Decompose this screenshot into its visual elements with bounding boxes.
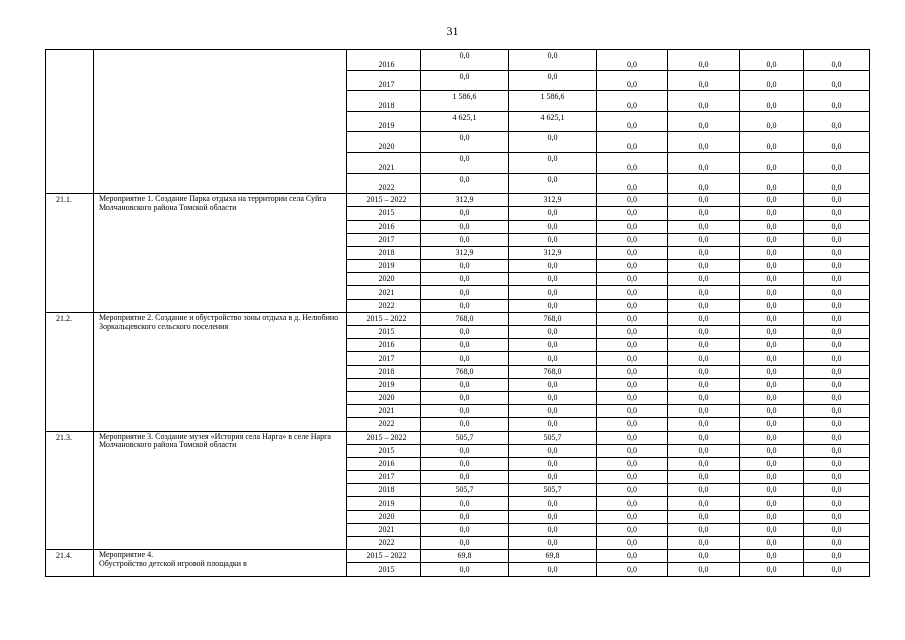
year-cell: 2016 [347,457,421,470]
value-cell: 0,0 [668,510,740,523]
value-cell: 0,0 [668,207,740,220]
value-cell: 0,0 [740,70,804,91]
total-cell: 0,0 [421,444,509,457]
value-cell: 0,0 [740,111,804,132]
total-cell: 0,0 [421,471,509,484]
value-cell: 0,0 [668,418,740,431]
value-cell: 0,0 [668,484,740,497]
value-cell: 0,0 [597,132,668,153]
value-cell: 0,0 [597,339,668,352]
source-cell: 0,0 [509,523,597,536]
value-cell: 0,0 [804,471,870,484]
value-cell: 0,0 [597,457,668,470]
value-cell: 0,0 [804,444,870,457]
value-cell: 0,0 [668,194,740,207]
value-cell: 0,0 [804,339,870,352]
total-cell: 4 625,1 [421,111,509,132]
total-cell: 0,0 [421,50,509,71]
value-cell: 0,0 [740,550,804,563]
value-cell: 0,0 [804,220,870,233]
value-cell: 0,0 [740,418,804,431]
value-cell: 0,0 [740,260,804,273]
source-cell: 0,0 [509,339,597,352]
value-cell: 0,0 [597,378,668,391]
total-cell: 0,0 [421,378,509,391]
total-cell: 0,0 [421,70,509,91]
value-cell: 0,0 [668,444,740,457]
value-cell: 0,0 [740,173,804,194]
value-cell: 0,0 [804,391,870,404]
source-cell: 312,9 [509,194,597,207]
value-cell: 0,0 [804,405,870,418]
year-cell: 2015 – 2022 [347,550,421,563]
total-cell: 0,0 [421,286,509,299]
total-cell: 0,0 [421,273,509,286]
total-cell: 768,0 [421,365,509,378]
source-cell: 0,0 [509,537,597,550]
measure-name: Мероприятие 2. Создание и обустройство зоны отдыха в д. Нелюбино Зоркальцевского сельского поселения [94,312,347,431]
source-cell: 69,8 [509,550,597,563]
source-cell: 0,0 [509,152,597,173]
value-cell: 0,0 [668,537,740,550]
year-cell: 2017 [347,70,421,91]
value-cell: 0,0 [804,152,870,173]
measure-number: 21.3. [46,431,94,550]
value-cell: 0,0 [740,444,804,457]
value-cell: 0,0 [668,91,740,112]
value-cell: 0,0 [668,457,740,470]
value-cell: 0,0 [597,286,668,299]
value-cell: 0,0 [804,352,870,365]
total-cell: 0,0 [421,418,509,431]
year-cell: 2019 [347,497,421,510]
source-cell: 0,0 [509,220,597,233]
total-cell: 0,0 [421,233,509,246]
value-cell: 0,0 [597,111,668,132]
value-cell: 0,0 [668,111,740,132]
measure-name: Мероприятие 4. Обустройство детской игровой площадки в [94,550,347,576]
value-cell: 0,0 [668,365,740,378]
year-cell: 2021 [347,523,421,536]
value-cell: 0,0 [668,173,740,194]
source-cell: 0,0 [509,378,597,391]
value-cell: 0,0 [597,207,668,220]
table-row [46,50,870,71]
value-cell: 0,0 [597,497,668,510]
value-cell: 0,0 [804,484,870,497]
value-cell: 0,0 [668,260,740,273]
year-cell: 2017 [347,352,421,365]
source-cell: 0,0 [509,286,597,299]
year-cell: 2015 – 2022 [347,194,421,207]
value-cell: 0,0 [804,497,870,510]
value-cell: 0,0 [740,246,804,259]
value-cell: 0,0 [597,246,668,259]
value-cell: 0,0 [597,326,668,339]
value-cell: 0,0 [668,563,740,576]
value-cell: 0,0 [740,391,804,404]
source-cell: 0,0 [509,233,597,246]
total-cell: 1 586,6 [421,91,509,112]
year-cell: 2016 [347,220,421,233]
year-cell: 2015 [347,207,421,220]
value-cell: 0,0 [740,194,804,207]
value-cell: 0,0 [804,563,870,576]
year-cell: 2015 – 2022 [347,431,421,444]
source-cell: 1 586,6 [509,91,597,112]
value-cell: 0,0 [740,471,804,484]
value-cell: 0,0 [804,260,870,273]
value-cell: 0,0 [740,91,804,112]
value-cell: 0,0 [740,365,804,378]
value-cell: 0,0 [668,286,740,299]
value-cell: 0,0 [804,233,870,246]
value-cell: 0,0 [740,405,804,418]
source-cell: 0,0 [509,352,597,365]
year-cell: 2022 [347,173,421,194]
year-cell: 2018 [347,365,421,378]
value-cell: 0,0 [668,273,740,286]
source-cell: 0,0 [509,326,597,339]
value-cell: 0,0 [597,471,668,484]
total-cell: 312,9 [421,246,509,259]
source-cell: 0,0 [509,497,597,510]
total-cell: 312,9 [421,194,509,207]
value-cell: 0,0 [740,207,804,220]
year-cell: 2018 [347,484,421,497]
value-cell: 0,0 [804,365,870,378]
value-cell: 0,0 [804,207,870,220]
value-cell: 0,0 [740,50,804,71]
value-cell: 0,0 [668,70,740,91]
total-cell: 0,0 [421,457,509,470]
total-cell: 0,0 [421,563,509,576]
source-cell: 312,9 [509,246,597,259]
value-cell: 0,0 [740,273,804,286]
total-cell: 0,0 [421,173,509,194]
value-cell: 0,0 [668,352,740,365]
value-cell: 0,0 [597,173,668,194]
value-cell: 0,0 [668,132,740,153]
total-cell: 0,0 [421,260,509,273]
value-cell: 0,0 [668,233,740,246]
value-cell: 0,0 [740,497,804,510]
total-cell: 0,0 [421,339,509,352]
year-cell: 2022 [347,299,421,312]
value-cell: 0,0 [597,70,668,91]
value-cell: 0,0 [668,299,740,312]
table-row [46,194,870,207]
value-cell: 0,0 [597,563,668,576]
value-cell: 0,0 [597,260,668,273]
value-cell: 0,0 [804,194,870,207]
value-cell: 0,0 [804,550,870,563]
value-cell: 0,0 [597,273,668,286]
value-cell: 0,0 [804,111,870,132]
value-cell: 0,0 [597,233,668,246]
source-cell: 0,0 [509,273,597,286]
value-cell: 0,0 [597,405,668,418]
value-cell: 0,0 [597,312,668,325]
total-cell: 0,0 [421,510,509,523]
total-cell: 0,0 [421,207,509,220]
year-cell: 2019 [347,378,421,391]
year-cell: 2017 [347,233,421,246]
value-cell: 0,0 [740,152,804,173]
source-cell: 0,0 [509,563,597,576]
value-cell: 0,0 [740,299,804,312]
value-cell: 0,0 [804,50,870,71]
budget-table [45,49,870,577]
year-cell: 2020 [347,132,421,153]
total-cell: 0,0 [421,537,509,550]
value-cell: 0,0 [804,431,870,444]
value-cell: 0,0 [668,550,740,563]
value-cell: 0,0 [804,132,870,153]
value-cell: 0,0 [668,246,740,259]
value-cell: 0,0 [668,405,740,418]
source-cell: 0,0 [509,299,597,312]
value-cell: 0,0 [740,352,804,365]
value-cell: 0,0 [740,563,804,576]
value-cell: 0,0 [597,391,668,404]
year-cell: 2021 [347,152,421,173]
measure-number [46,50,94,194]
value-cell: 0,0 [597,299,668,312]
source-cell: 0,0 [509,260,597,273]
source-cell: 4 625,1 [509,111,597,132]
total-cell: 69,8 [421,550,509,563]
measure-name: Мероприятие 3. Создание музея «История села Нарга» в селе Нарга Молчановского района Томской области [94,431,347,550]
value-cell: 0,0 [804,286,870,299]
total-cell: 0,0 [421,352,509,365]
source-cell: 0,0 [509,70,597,91]
year-cell: 2019 [347,111,421,132]
value-cell: 0,0 [740,523,804,536]
year-cell: 2018 [347,91,421,112]
value-cell: 0,0 [804,523,870,536]
value-cell: 0,0 [740,339,804,352]
value-cell: 0,0 [597,431,668,444]
value-cell: 0,0 [740,537,804,550]
table-row [46,312,870,325]
total-cell: 0,0 [421,299,509,312]
year-cell: 2015 [347,444,421,457]
measure-group [46,50,870,194]
value-cell: 0,0 [668,50,740,71]
source-cell: 0,0 [509,391,597,404]
total-cell: 0,0 [421,326,509,339]
value-cell: 0,0 [804,457,870,470]
page-number: 31 [446,24,459,38]
measure-group [46,431,870,550]
value-cell: 0,0 [597,50,668,71]
total-cell: 0,0 [421,152,509,173]
source-cell: 0,0 [509,471,597,484]
value-cell: 0,0 [804,299,870,312]
value-cell: 0,0 [804,91,870,112]
value-cell: 0,0 [597,352,668,365]
source-cell: 0,0 [509,510,597,523]
table-row [46,550,870,563]
source-cell: 0,0 [509,418,597,431]
year-cell: 2016 [347,50,421,71]
value-cell: 0,0 [597,444,668,457]
value-cell: 0,0 [804,273,870,286]
year-cell: 2015 [347,326,421,339]
value-cell: 0,0 [597,418,668,431]
source-cell: 0,0 [509,444,597,457]
total-cell: 505,7 [421,484,509,497]
value-cell: 0,0 [597,510,668,523]
total-cell: 0,0 [421,523,509,536]
measure-number: 21.4. [46,550,94,576]
value-cell: 0,0 [597,152,668,173]
value-cell: 0,0 [740,457,804,470]
source-cell: 0,0 [509,405,597,418]
measure-name [94,50,347,194]
value-cell: 0,0 [740,132,804,153]
value-cell: 0,0 [740,233,804,246]
measure-group [46,550,870,576]
measure-number: 21.1. [46,194,94,313]
year-cell: 2016 [347,339,421,352]
year-cell: 2021 [347,405,421,418]
source-cell: 505,7 [509,484,597,497]
year-cell: 2020 [347,391,421,404]
source-cell: 0,0 [509,457,597,470]
year-cell: 2020 [347,510,421,523]
value-cell: 0,0 [740,378,804,391]
value-cell: 0,0 [668,220,740,233]
value-cell: 0,0 [668,497,740,510]
total-cell: 0,0 [421,405,509,418]
value-cell: 0,0 [597,365,668,378]
source-cell: 0,0 [509,50,597,71]
table-row [46,431,870,444]
source-cell: 0,0 [509,173,597,194]
year-cell: 2015 – 2022 [347,312,421,325]
value-cell: 0,0 [597,194,668,207]
value-cell: 0,0 [668,339,740,352]
value-cell: 0,0 [668,471,740,484]
source-cell: 0,0 [509,132,597,153]
year-cell: 2020 [347,273,421,286]
measure-name: Мероприятие 1. Создание Парка отдыха на территории села Суйга Молчановского района Томской области [94,194,347,313]
value-cell: 0,0 [804,312,870,325]
value-cell: 0,0 [740,220,804,233]
value-cell: 0,0 [668,431,740,444]
value-cell: 0,0 [597,484,668,497]
total-cell: 768,0 [421,312,509,325]
value-cell: 0,0 [740,326,804,339]
year-cell: 2017 [347,471,421,484]
value-cell: 0,0 [740,431,804,444]
value-cell: 0,0 [740,286,804,299]
year-cell: 2021 [347,286,421,299]
value-cell: 0,0 [804,510,870,523]
value-cell: 0,0 [804,378,870,391]
value-cell: 0,0 [668,326,740,339]
year-cell: 2022 [347,537,421,550]
value-cell: 0,0 [740,484,804,497]
value-cell: 0,0 [740,312,804,325]
value-cell: 0,0 [597,91,668,112]
year-cell: 2022 [347,418,421,431]
value-cell: 0,0 [597,550,668,563]
value-cell: 0,0 [668,523,740,536]
measure-group [46,312,870,431]
total-cell: 0,0 [421,220,509,233]
value-cell: 0,0 [804,173,870,194]
value-cell: 0,0 [804,246,870,259]
value-cell: 0,0 [740,510,804,523]
value-cell: 0,0 [804,418,870,431]
value-cell: 0,0 [597,537,668,550]
source-cell: 505,7 [509,431,597,444]
total-cell: 0,0 [421,497,509,510]
year-cell: 2019 [347,260,421,273]
source-cell: 768,0 [509,365,597,378]
value-cell: 0,0 [804,537,870,550]
value-cell: 0,0 [668,312,740,325]
measure-number: 21.2. [46,312,94,431]
value-cell: 0,0 [597,523,668,536]
value-cell: 0,0 [597,220,668,233]
total-cell: 505,7 [421,431,509,444]
value-cell: 0,0 [668,152,740,173]
total-cell: 0,0 [421,132,509,153]
total-cell: 0,0 [421,391,509,404]
value-cell: 0,0 [804,326,870,339]
source-cell: 0,0 [509,207,597,220]
year-cell: 2015 [347,563,421,576]
measure-group [46,194,870,313]
value-cell: 0,0 [668,391,740,404]
year-cell: 2018 [347,246,421,259]
value-cell: 0,0 [804,70,870,91]
value-cell: 0,0 [668,378,740,391]
source-cell: 768,0 [509,312,597,325]
